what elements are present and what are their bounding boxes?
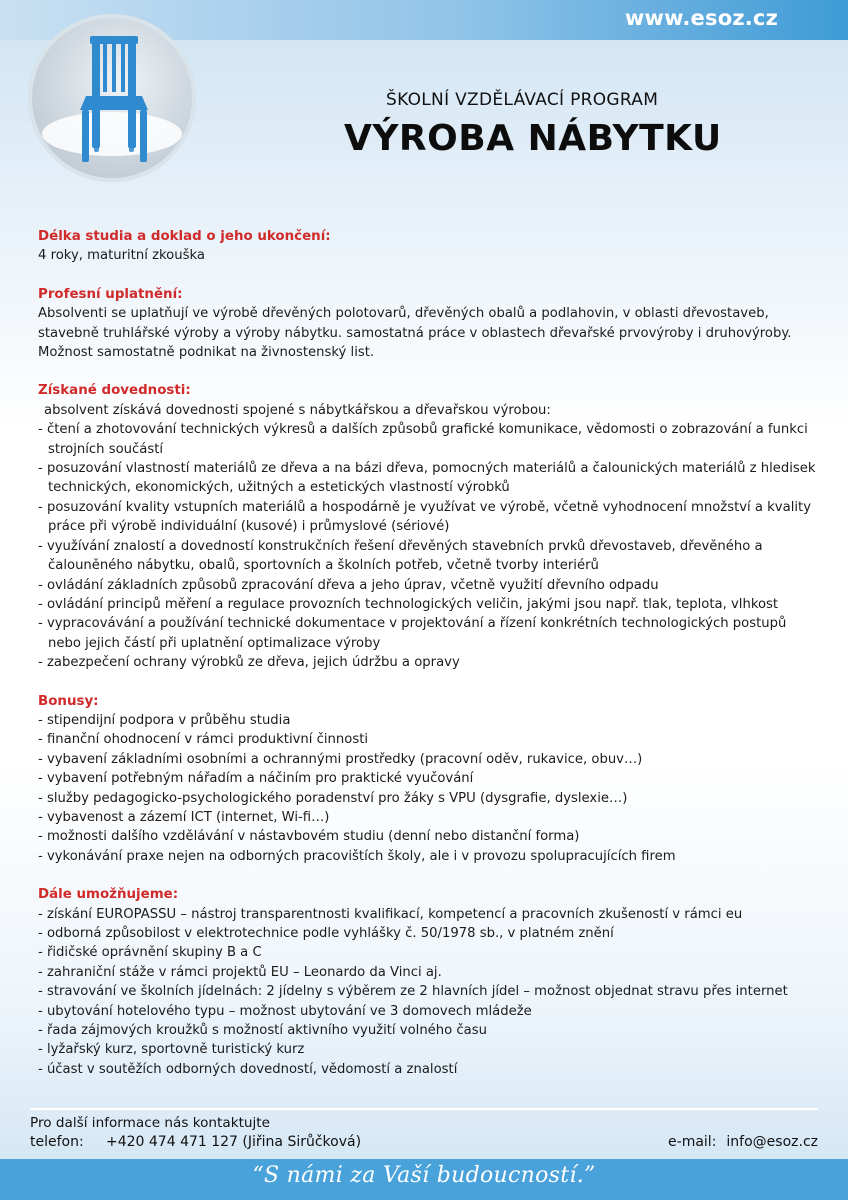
list-item: - čtení a zhotovování technických výkresů a dalších způsobů grafické komunikace, vědomosti o zobrazování a funkci strojních součástí — [38, 420, 818, 459]
chair-icon — [28, 14, 196, 182]
section-heading: Bonusy: — [38, 693, 99, 709]
program-subtitle: ŠKOLNÍ VZDĚLÁVACÍ PROGRAM — [386, 90, 659, 110]
list-item: - možnosti dalšího vzdělávání v nástavbovém studiu (denní nebo distanční forma) — [38, 827, 818, 846]
section-career — [38, 285, 818, 363]
contact-heading: Pro další informace nás kontaktujte — [30, 1115, 270, 1131]
section-bonuses — [38, 692, 818, 867]
list-item: - služby pedagogicko-psychologického poradenství pro žáky s VPU (dysgrafie, dyslexie…) — [38, 789, 818, 808]
list-item: - vybavení základními osobními a ochrannými prostředky (pracovní oděv, rukavice, obuv…) — [38, 750, 818, 769]
section-heading: Dále umožňujeme: — [38, 887, 179, 903]
main-content — [38, 227, 818, 1098]
list-item: - vykonávání praxe nejen na odborných pracovištích školy, ale i v provozu spolupracujících firem — [38, 847, 818, 866]
list-item: - ovládání základních způsobů zpracování dřeva a jeho úprav, včetně využití dřevního odpadu — [38, 576, 818, 595]
email-label: e-mail: — [668, 1134, 717, 1150]
list-item: - řada zájmových kroužků s možností aktivního využití volného času — [38, 1021, 818, 1040]
list-item: - účast v soutěžích odborných dovedností, vědomostí a znalostí — [38, 1060, 818, 1079]
section-duration — [38, 227, 818, 266]
email-link[interactable]: info@esoz.cz — [726, 1134, 818, 1150]
bonuses-list — [38, 711, 818, 866]
list-item: - vypracovávání a používání technické dokumentace v projektování a řízení konkrétních technologických postupů nebo jejich částí při uplatnění optimalizace výroby — [38, 614, 818, 653]
section-text: 4 roky, maturitní zkouška — [38, 248, 205, 264]
section-text: Absolventi se uplatňují ve výrobě dřevěných polotovarů, dřevěných obalů a podlahovin, v oblasti dřevostaveb, stavebně truhlářské výroby a výroby nábytku. samostatná práce v oblastech dřevařské prvovýroby i druhovýroby. Možnost samostatně podnikat na živnostenský list. — [38, 306, 792, 361]
section-extras — [38, 885, 818, 1079]
section-heading: Délka studia a doklad o jeho ukončení: — [38, 229, 331, 244]
phone-label: telefon: — [30, 1134, 84, 1150]
email-row — [668, 1134, 818, 1150]
section-intro: absolvent získává dovednosti spojené s nábytkářskou a dřevařskou výrobou: — [44, 402, 551, 418]
phone-value[interactable]: +420 474 471 127 (Jiřina Sirůčková) — [106, 1134, 362, 1150]
list-item: - lyžařský kurz, sportovně turistický kurz — [38, 1040, 818, 1059]
page-title: VÝROBA NÁBYTKU — [344, 118, 722, 159]
list-item: - využívání znalostí a dovedností konstrukčních řešení dřevěných stavebních prvků dřevostaveb, dřevěného a čalouněného nábytku, obalů, sportovních a školních potřeb, včetně tvorby interiérů — [38, 537, 818, 576]
phone-row — [30, 1134, 361, 1150]
list-item: - stipendijní podpora v průběhu studia — [38, 711, 818, 730]
section-skills — [38, 381, 818, 672]
list-item: - finanční ohodnocení v rámci produktivní činnosti — [38, 730, 818, 749]
site-url[interactable]: www.esoz.cz — [624, 6, 778, 30]
list-item: - vybavenost a zázemí ICT (internet, Wi-fi…) — [38, 808, 818, 827]
extras-list — [38, 905, 818, 1080]
list-item: - zabezpečení ochrany výrobků ze dřeva, jejich údržbu a opravy — [38, 653, 818, 672]
list-item: - zahraniční stáže v rámci projektů EU – Leonardo da Vinci aj. — [38, 963, 818, 982]
logo — [28, 14, 196, 182]
section-heading: Profesní uplatnění: — [38, 286, 183, 302]
section-heading: Získané dovednosti: — [38, 383, 191, 399]
footer-divider — [30, 1108, 818, 1110]
list-item: - ovládání principů měření a regulace provozních technologických veličin, jakými jsou např. tlak, teplota, vlhkost — [38, 595, 818, 614]
skills-list — [38, 420, 818, 672]
list-item: - odborná způsobilost v elektrotechnice podle vyhlášky č. 50/1978 sb., v platném znění — [38, 924, 818, 943]
list-item: - získání EUROPASSU – nástroj transparentnosti kvalifikací, kompetencí a pracovních zkušeností v rámci eu — [38, 905, 818, 924]
list-item: - posuzování kvality vstupních materiálů a hospodárně je využívat ve výrobě, včetně vyhodnocení množství a kvality práce při výrobě individuální (kusové) i průmyslové (sériové) — [38, 498, 818, 537]
list-item: - vybavení potřebným nářadím a náčiním pro praktické vyučování — [38, 769, 818, 788]
list-item: - stravování ve školních jídelnách: 2 jídelny s výběrem ze 2 hlavních jídel – možnost objednat stravu přes internet — [38, 982, 818, 1001]
list-item: - ubytování hotelového typu – možnost ubytování ve 3 domovech mládeže — [38, 1002, 818, 1021]
list-item: - řidičské oprávnění skupiny B a C — [38, 943, 818, 962]
slogan: “S námi za Vaší budoucností.” — [252, 1163, 596, 1188]
list-item: - posuzování vlastností materiálů ze dřeva a na bázi dřeva, pomocných materiálů a čalounických materiálů z hledisek technických, ekonomických, užitných a estetických vlastností výrobků — [38, 459, 818, 498]
